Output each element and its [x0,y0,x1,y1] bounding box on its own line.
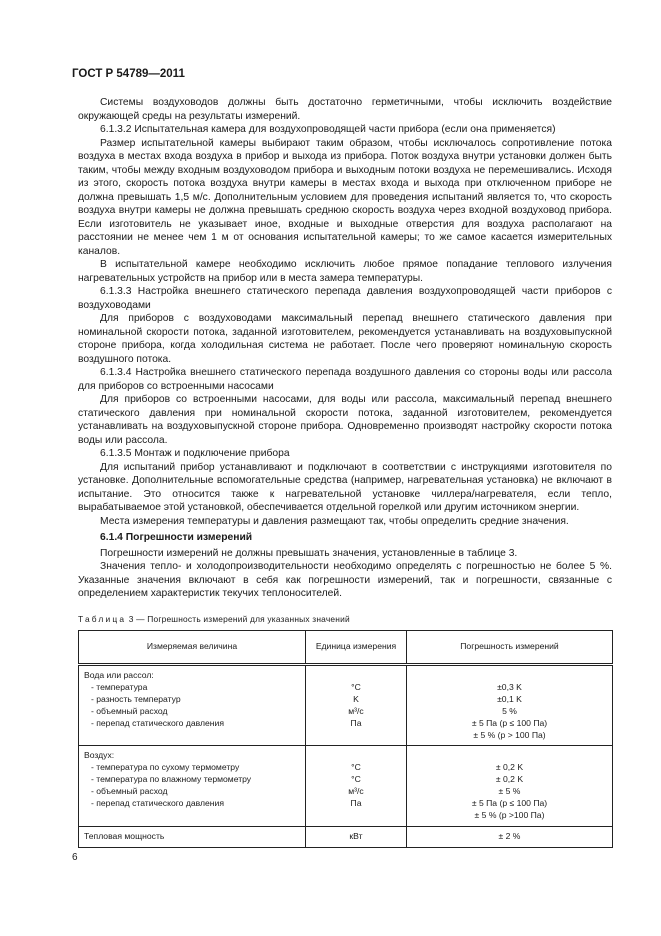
table-caption-label: Таблица [78,614,127,624]
unit: °C [351,762,361,773]
paragraph: Для испытаний прибор устанавливают и подключают в соответствии с инструкциями изготовителя по установке. Дополнительные вспомогательные средства (например, нагревательная установка) не включают в испытание. Это относится также к нагревательной установке чиллера/нагревателя, если тепло, вырабатываемое этой установкой, обеспечивается отдельной горелкой или другим источником энергии. [78,461,612,513]
quantity-name: - объемный расход [91,786,168,797]
subsection-heading: 6.1.3.3 Настройка внешнего статического перепада давления воздухопроводящей части приборов с воздуховодами [78,286,612,311]
paragraph: В испытательной камере необходимо исключить любое прямое попадание теплового излучения нагревательных устройств на прибор или в места замера температуры. [78,259,612,284]
subsection-heading: 6.1.3.2 Испытательная камера для воздухопроводящей части прибора (если она применяется) [100,124,556,135]
table-row [79,826,613,847]
error-value: ± 2 % [407,826,613,847]
table-header-row [79,631,613,665]
error-value: ± 0,2 K [495,774,524,785]
column-header: Измеряемая величина [79,631,306,665]
unit: Па [350,717,362,728]
table-cell [407,746,613,826]
quantity-name: Тепловая мощность [79,826,306,847]
paragraph: Для приборов со встроенными насосами, для воды или рассола, максимальный перепад внешнего статического давления при номинальной скорости потока, заданной изготовителем, рекомендуется устанавливать на воздуховыпускной стороне прибора. Одновременно производят настройку скорости потока воды или рассола. [78,394,612,446]
unit: °C [351,681,361,692]
error-value: ±0,3 K [497,681,522,692]
unit: °C [351,774,361,785]
error-value: ± 5 Па (p ≤ 100 Па) [471,798,548,809]
error-value: ± 5 % (p >100 Па) [474,809,545,820]
quantity-name: - объемный расход [91,705,168,716]
table-row [79,746,613,826]
quantity-name: - температура [91,681,148,692]
body-text [78,96,612,601]
page-number: 6 [72,852,78,863]
quantity-name: - разность температур [91,693,181,704]
paragraph: Значения тепло- и холодопроизводительности необходимо определять с погрешностью не более 5 %. Указанные значения включают в себя как погрешности измерений, так и погрешности, связанные с определением характеристик текучих теплоносителей. [78,561,612,599]
error-value: ± 5 % (p > 100 Па) [473,729,546,740]
paragraph: Погрешности измерений не должны превышать значения, установленные в таблице 3. [100,547,518,559]
table-cell [79,665,306,746]
table-row [79,665,613,746]
table-caption-text: 3 — Погрешность измерений для указанных значений [126,614,350,624]
paragraph: Системы воздуховодов должны быть достаточно герметичными, чтобы исключить воздействие окружающей среды на результаты измерений. [78,97,612,122]
paragraph: Места измерения температуры и давления размещают так, чтобы определить средние значения. [100,515,569,527]
table-cell [306,746,407,826]
error-value: 5 % [502,705,517,716]
unit: м³/с [348,705,364,716]
error-value: ± 5 Па (p ≤ 100 Па) [471,717,548,728]
paragraph: Для приборов с воздуховодами максимальный перепад внешнего статического давления при номинальной скорости потока, заданной изготовителем, рекомендуется устанавливать на воздуховыпускной стороне прибора, когда холодильная система не работает. После чего проверяют номинальную скорость воздушного потока. [78,313,612,365]
group-title: Вода или рассол: [84,670,154,680]
quantity-name: - перепад статического давления [91,798,224,809]
subsection-heading: 6.1.3.4 Настройка внешнего статического перепада воздушного давления со стороны воды или рассола для приборов со встроенными насосами [78,367,612,392]
unit: K [353,693,359,704]
subsection-heading: 6.1.3.5 Монтаж и подключение прибора [100,448,290,459]
paragraph: Размер испытательной камеры выбирают таким образом, чтобы исключалось сопротивление потока воздуха в местах входа воздуха в прибор и выхода из прибора. Поток воздуха внутри установки должен быть таким, чтобы между входным воздуховодом прибора и выходным потоки воздуха не перемешивались. Исходя из этого, скорость потока воздуха внутри камеры в местах входа и выхода при отключенном приборе не должна превышать 1,5 м/с. Дополнительным условием для проведения испытаний является то, что скорость воздуха внутри камеры не должна превышать среднюю скорость воздуха через входной воздуховод прибора. Если изготовитель не указывает иное, входные и выходные отверстия для воздуха располагают на расстоянии не менее чем 1 м от основания испытательной камеры; то же самое касается измерительных каналов. [78,137,612,257]
measurement-table [78,630,613,848]
column-header: Единица измерения [306,631,407,665]
error-value: ±0,1 K [497,693,522,704]
column-header: Погрешность измерений [407,631,613,665]
document-header: ГОСТ Р 54789—2011 [72,68,185,80]
unit: Па [350,798,362,809]
error-value: ± 5 % [498,786,521,797]
unit: кВт [306,826,407,847]
section-heading: 6.1.4 Погрешности измерений [100,532,253,543]
unit: м³/с [348,786,364,797]
error-value: ± 0,2 K [495,762,524,773]
table-cell [407,665,613,746]
table-cell [79,746,306,826]
quantity-name: - перепад статического давления [91,717,224,728]
quantity-name: - температура по влажному термометру [91,774,252,785]
quantity-name: - температура по сухому термометру [91,762,240,773]
group-title: Воздух: [84,750,115,761]
table-cell [306,665,407,746]
table-caption [78,614,350,624]
